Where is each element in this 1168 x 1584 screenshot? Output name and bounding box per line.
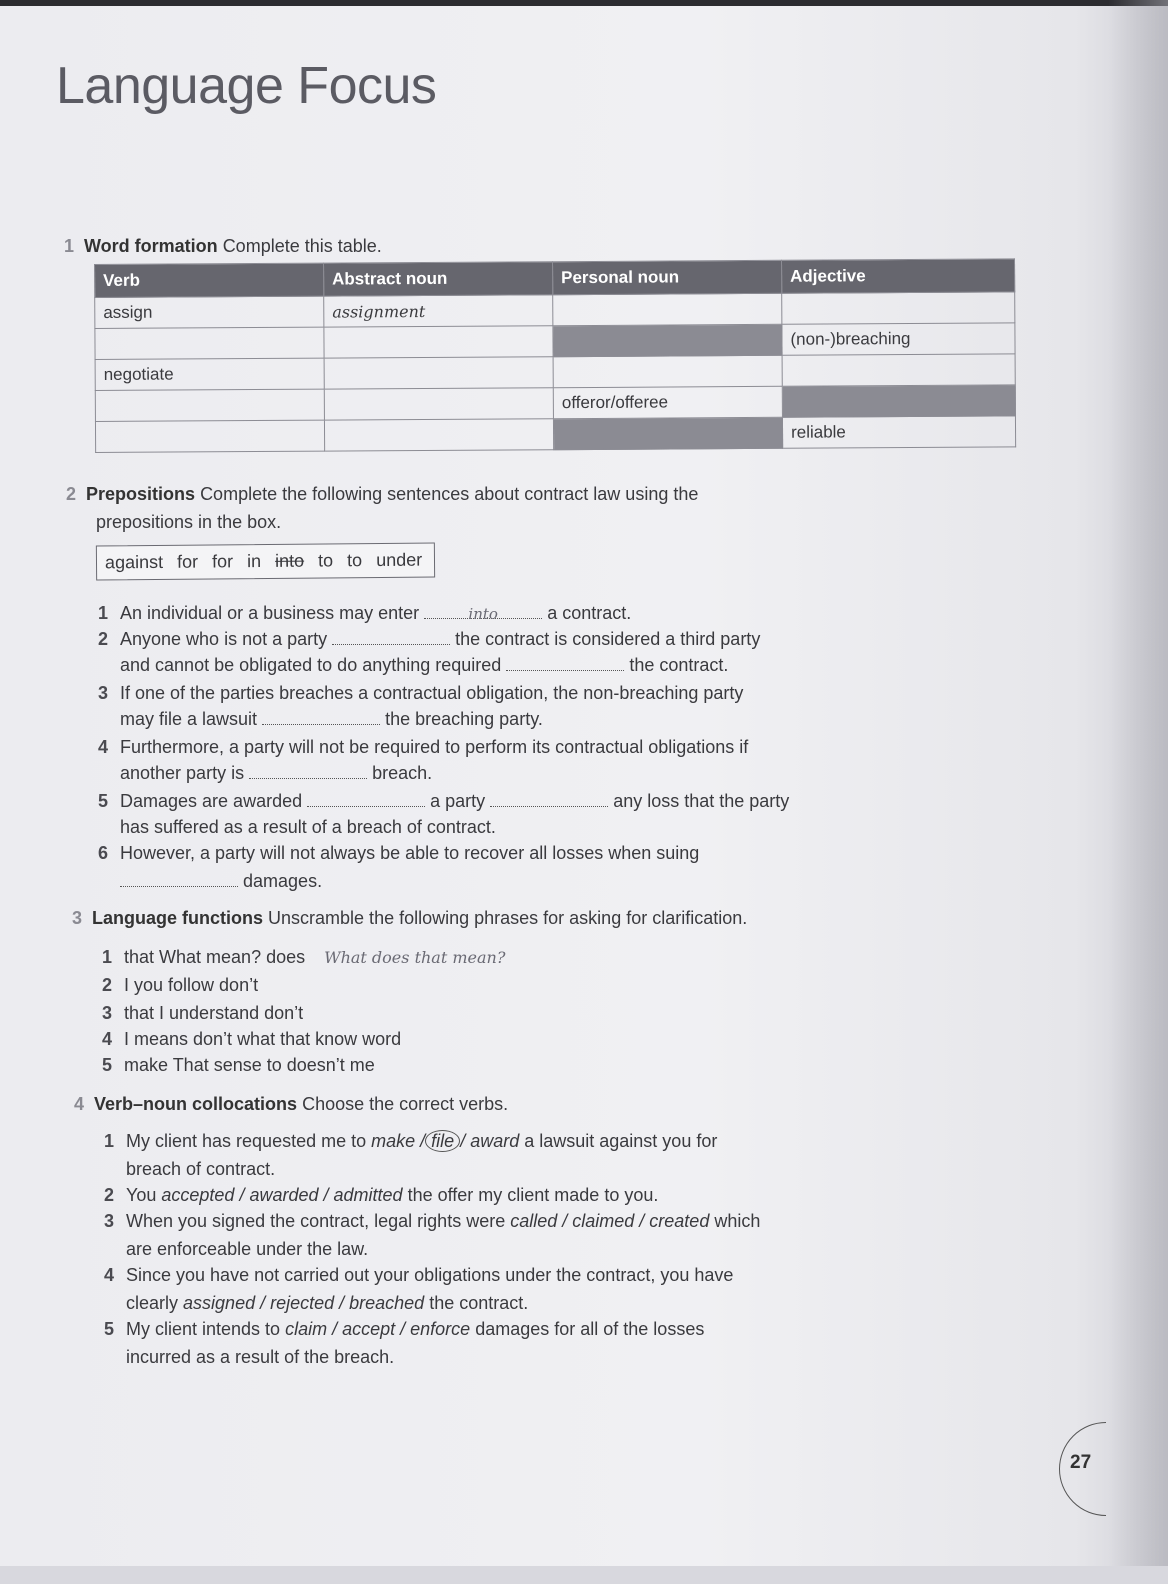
table-row [95,416,1015,453]
item-text: the contract. [629,655,729,675]
item-text: When you signed the contract, legal rights were [126,1211,506,1231]
handwritten-answer: into [468,605,498,623]
handwritten-answer[interactable]: What does that mean? [324,948,506,967]
prep-item-3 [98,680,743,706]
box-word-used: into [275,550,305,571]
clarify-item-2 [102,972,258,998]
section2-instruction: Complete the following sentences about contract law using the [200,484,699,504]
collocation-item-5-cont: incurred as a result of the breach. [126,1347,395,1367]
section2-instruction-cont: prepositions in the box. [96,512,282,532]
item-number: 3 [104,1211,115,1231]
item-number: 1 [104,1131,115,1151]
item-text: I means don’t what that know word [124,1029,402,1049]
prep-item-5-cont: has suffered as a result of a breach of contract. [120,817,496,837]
answer-blank[interactable] [332,626,450,645]
item-text: the contract. [429,1293,529,1313]
cell-shaded [782,385,1015,417]
section3-heading [72,908,747,929]
item-text: damages. [243,871,323,891]
item-number: 3 [98,683,109,703]
box-word: against [104,551,164,573]
item-text: that I understand don’t [124,1003,304,1023]
section2-title: Prepositions [86,484,196,504]
top-edge [0,0,1168,6]
item-text: Since you have not carried out your obligations under the contract, you have [126,1265,734,1285]
item-text: make That sense to doesn’t me [124,1055,375,1075]
prep-item-6 [98,840,699,866]
page-number: 27 [1070,1452,1092,1473]
prepositions-box [96,543,435,581]
cell-abstract[interactable] [324,388,553,420]
item-text: which [714,1211,761,1231]
cell-verb[interactable] [95,327,324,359]
prep-item-1 [98,600,631,626]
item-text: breach. [372,763,433,783]
collocation-item-3-cont: are enforceable under the law. [126,1239,369,1259]
item-text: another party is [120,763,245,783]
answer-blank[interactable] [307,788,425,807]
item-text: Damages are awarded [120,791,303,811]
section4-instruction: Choose the correct verbs. [302,1094,509,1114]
page-gutter-shadow [1108,0,1168,1584]
box-word: in [246,551,262,572]
collocation-item-4-cont [126,1290,528,1316]
clarify-item-4 [102,1026,401,1052]
item-number: 1 [102,947,113,967]
item-text: a contract. [547,603,632,623]
answer-blank[interactable] [249,760,367,779]
item-number: 2 [104,1185,115,1205]
bottom-edge [0,1566,1168,1584]
cell-verb[interactable] [95,389,324,421]
prep-item-2-cont [120,652,728,678]
item-number: 5 [102,1055,113,1075]
item-number: 2 [98,629,109,649]
cell-personal[interactable] [553,355,782,387]
answer-blank[interactable] [120,868,238,887]
item-text: any loss that the party [613,791,790,811]
item-number: 6 [98,843,109,863]
prep-item-5 [98,788,789,814]
verb-options[interactable]: assigned / rejected / breached [183,1293,425,1313]
verb-options[interactable]: accepted / awarded / admitted [161,1185,403,1205]
cell-abstract[interactable] [324,326,553,358]
section4-number: 4 [74,1094,85,1114]
header-adjective: Adjective [781,259,1014,293]
clarify-item-3 [102,1000,303,1026]
cell-adjective[interactable] [782,354,1015,386]
item-text: However, a party will not always be able to recover all losses when suing [120,843,700,863]
item-number: 1 [98,603,109,623]
item-text: may file a lawsuit [120,709,258,729]
item-number: 5 [98,791,109,811]
cell-verb: negotiate [95,358,324,390]
section3-title: Language functions [92,908,264,928]
cell-abstract[interactable] [324,357,553,389]
cell-shaded [553,324,782,356]
cell-adjective[interactable] [782,292,1015,324]
section2-number: 2 [66,484,77,504]
answer-blank[interactable] [424,600,542,623]
header-personal-noun: Personal noun [552,260,781,294]
collocation-item-1-cont: breach of contract. [126,1159,276,1179]
item-text: the breaching party. [385,709,543,729]
section3-number: 3 [72,908,83,928]
item-text: clearly [126,1293,179,1313]
item-number: 2 [102,975,113,995]
item-number: 5 [104,1319,115,1339]
item-number: 4 [102,1029,113,1049]
cell-adjective: (non-)breaching [782,323,1015,355]
item-text: My client has requested me to [126,1131,367,1151]
word-formation-table [94,258,1016,453]
box-word: to [347,550,363,571]
item-text: and cannot be obligated to do anything required [120,655,502,675]
item-text: damages for all of the losses [475,1319,705,1339]
section4-title: Verb–noun collocations [94,1094,298,1114]
section3-instruction: Unscramble the following phrases for asking for clarification. [268,908,748,928]
collocation-item-1 [104,1128,717,1154]
item-text: Anyone who is not a party [120,629,328,649]
item-text: You [126,1185,157,1205]
item-text: the contract is considered a third party [455,629,761,649]
item-number: 3 [102,1003,113,1023]
section2-heading [66,484,698,505]
section1-instruction: Complete this table. [222,236,382,256]
section1-title: Word formation [84,236,218,256]
collocation-item-4 [104,1262,733,1288]
section1-number: 1 [64,236,75,256]
item-number: 4 [98,737,109,757]
item-text: If one of the parties breaches a contractual obligation, the non-breaching party [120,683,744,703]
section1-heading [64,236,382,257]
answer-blank[interactable] [490,788,608,807]
cell-verb: assign [95,296,324,328]
verb-option[interactable]: make / [371,1131,426,1151]
header-abstract-noun: Abstract noun [323,262,552,296]
item-text: My client intends to [126,1319,281,1339]
cell-abstract[interactable] [324,419,553,451]
verb-options[interactable]: called / claimed / created [510,1211,710,1231]
section4-heading [74,1094,508,1115]
answer-blank[interactable] [262,706,380,725]
page-title: Language Focus [56,57,437,115]
cell-abstract-answer[interactable]: assignment [324,295,553,327]
cell-personal: offeror/offeree [553,386,782,418]
cell-shaded [553,417,782,449]
table-header-row [95,259,1015,298]
box-word: for [176,551,199,572]
item-text: that What mean? does [124,947,306,967]
item-text: a party [430,791,486,811]
verb-options[interactable]: claim / accept / enforce [285,1319,471,1339]
box-word: under [376,549,423,571]
collocation-item-3 [104,1208,760,1234]
item-number: 4 [104,1265,115,1285]
prep-item-2 [98,626,760,652]
item-text: I you follow don’t [124,975,259,995]
verb-option[interactable]: / award [460,1131,520,1151]
prep-item-4-cont [120,760,432,786]
verb-option-circled[interactable]: file [425,1130,460,1152]
item-text: Furthermore, a party will not be required to perform its contractual obligations if [120,737,749,757]
collocation-item-2 [104,1182,658,1208]
clarify-item-1 [102,944,505,971]
item-text: An individual or a business may enter [120,603,420,623]
box-word: for [211,551,234,572]
collocation-item-5 [104,1316,704,1342]
cell-verb[interactable] [95,420,324,452]
prep-item-4 [98,734,748,760]
prep-item-6-cont [120,868,322,894]
prep-item-3-cont [120,706,543,732]
header-verb: Verb [95,263,324,297]
cell-adjective: reliable [782,416,1015,448]
item-text: a lawsuit against you for [524,1131,718,1151]
box-word: to [318,550,334,571]
cell-personal[interactable] [553,293,782,325]
clarify-item-5 [102,1052,375,1078]
item-text: the offer my client made to you. [407,1185,659,1205]
answer-blank[interactable] [506,652,624,671]
